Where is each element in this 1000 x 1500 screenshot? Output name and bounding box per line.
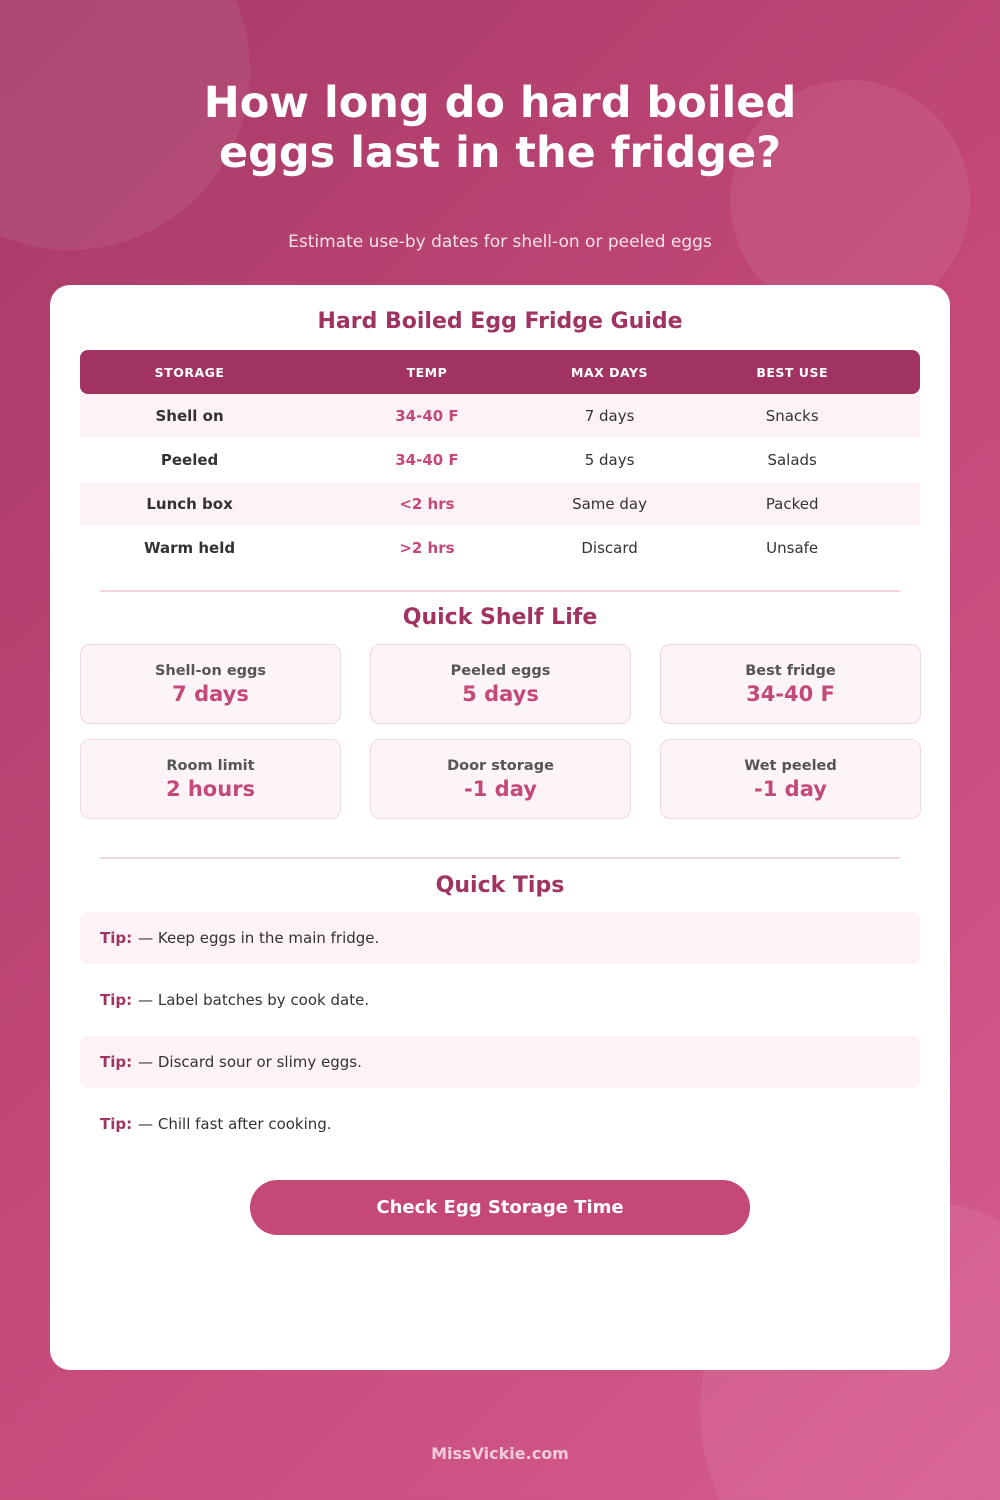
cell-max-days: Discard [581, 539, 638, 557]
tip-key: Tip: [100, 1115, 133, 1133]
stat-value: 5 days [462, 682, 539, 706]
content-card [50, 285, 950, 1370]
cell-temp: 34-40 F [395, 451, 459, 469]
tips-title: Quick Tips [435, 873, 565, 898]
page-title-line-2: eggs last in the fridge? [218, 128, 782, 178]
stat-label: Wet peeled [744, 758, 837, 774]
cell-storage: Lunch box [146, 495, 233, 513]
stat-label: Room limit [166, 758, 255, 774]
table-row [80, 526, 920, 570]
stat-card [80, 739, 341, 819]
table-row [80, 394, 920, 438]
list-item [80, 912, 920, 964]
list-item [80, 974, 920, 1026]
stat-card [660, 644, 921, 724]
fridge-guide-table [80, 350, 920, 570]
check-storage-button[interactable]: Check Egg Storage Time [250, 1180, 750, 1235]
cell-max-days: 7 days [584, 407, 635, 425]
tip-text: — Keep eggs in the main fridge. [138, 929, 380, 947]
cell-temp: 34-40 F [395, 407, 459, 425]
cell-max-days: Same day [572, 495, 648, 513]
cell-best-use: Salads [767, 451, 817, 469]
stat-label: Door storage [447, 758, 554, 774]
cell-best-use: Packed [765, 495, 819, 513]
shelf-life-title: Quick Shelf Life [402, 605, 598, 630]
stat-value: 2 hours [165, 777, 256, 801]
cell-temp: >2 hrs [399, 539, 455, 557]
guide-title: Hard Boiled Egg Fridge Guide [317, 309, 683, 334]
cell-max-days: 5 days [584, 451, 635, 469]
header-temp: TEMP [406, 364, 448, 380]
stat-card [80, 644, 341, 724]
section-divider [100, 857, 900, 859]
tip-text: — Label batches by cook date. [138, 991, 370, 1009]
tips-list [80, 912, 920, 1160]
table-row [80, 438, 920, 482]
footer-brand: MissVickie.com [431, 1444, 569, 1463]
page-title-line-1: How long do hard boiled [203, 78, 797, 128]
cell-best-use: Snacks [765, 407, 819, 425]
table-row [80, 482, 920, 526]
tip-text: — Discard sour or slimy eggs. [138, 1053, 362, 1071]
page-subtitle: Estimate use-by dates for shell-on or peeled eggs [288, 232, 712, 252]
header-storage: STORAGE [154, 364, 225, 380]
cell-storage: Warm held [144, 539, 236, 557]
page-title [0, 78, 1000, 178]
header-max-days: MAX DAYS [571, 364, 649, 380]
stat-value: 7 days [172, 682, 249, 706]
stat-card [370, 644, 631, 724]
stat-value: -1 day [464, 777, 537, 801]
stat-value: -1 day [754, 777, 827, 801]
cell-storage: Peeled [160, 451, 219, 469]
stat-card [370, 739, 631, 819]
list-item [80, 1098, 920, 1150]
stat-label: Shell-on eggs [154, 663, 267, 679]
tip-key: Tip: [100, 1053, 133, 1071]
tip-key: Tip: [100, 929, 133, 947]
stat-label: Best fridge [745, 663, 836, 679]
cell-storage: Shell on [155, 407, 224, 425]
cell-best-use: Unsafe [766, 539, 819, 557]
table-header [80, 350, 920, 394]
tip-key: Tip: [100, 991, 133, 1009]
header-best-use: BEST USE [756, 364, 828, 380]
list-item [80, 1036, 920, 1088]
cell-temp: <2 hrs [399, 495, 455, 513]
tip-text: — Chill fast after cooking. [138, 1115, 332, 1133]
section-divider [100, 590, 900, 592]
stat-value: 34-40 F [746, 682, 835, 706]
stat-card [660, 739, 921, 819]
stat-label: Peeled eggs [450, 663, 551, 679]
